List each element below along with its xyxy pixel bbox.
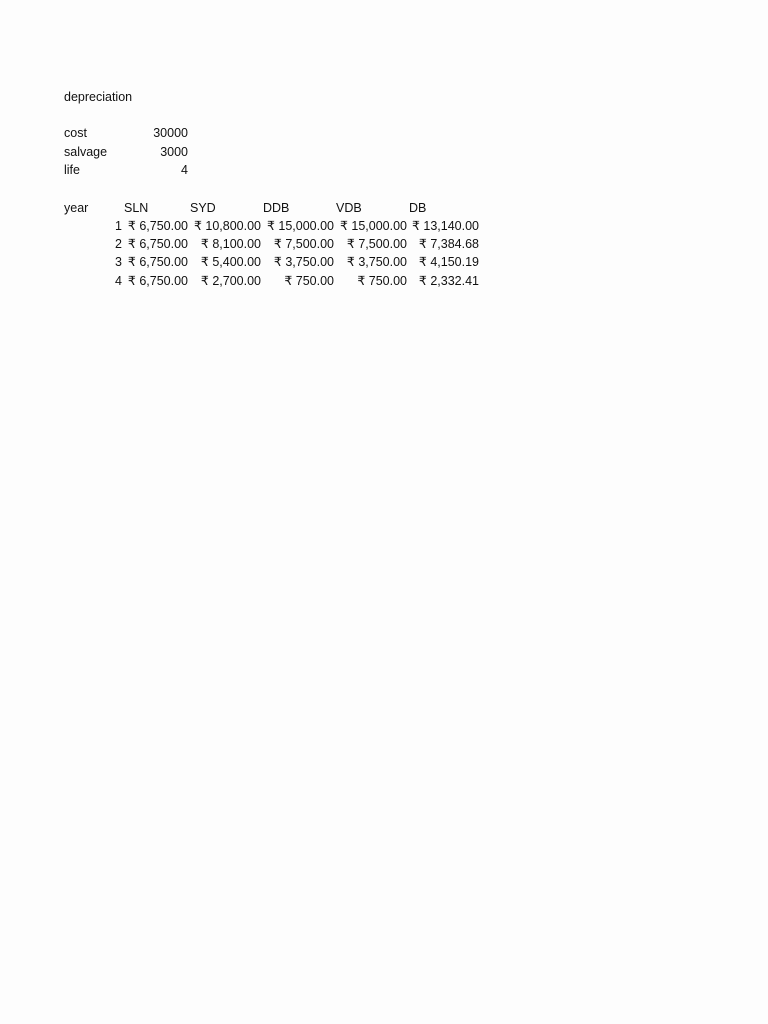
table-row-year: 4 [115, 274, 122, 288]
header-vdb: VDB [336, 201, 362, 215]
table-cell-vdb: ₹ 3,750.00 [346, 255, 407, 269]
table-cell-vdb: ₹ 750.00 [357, 274, 407, 288]
table-cell-db: ₹ 7,384.68 [418, 237, 479, 251]
header-syd: SYD [190, 201, 216, 215]
life-label: life [64, 163, 80, 177]
cost-value: 30000 [153, 126, 188, 140]
table-cell-ddb: ₹ 750.00 [284, 274, 334, 288]
table-row-year: 1 [115, 219, 122, 233]
table-cell-sln: ₹ 6,750.00 [127, 274, 188, 288]
table-cell-syd: ₹ 8,100.00 [200, 237, 261, 251]
table-cell-db: ₹ 13,140.00 [411, 219, 479, 233]
header-db: DB [409, 201, 427, 215]
cost-label: cost [64, 126, 87, 140]
table-cell-syd: ₹ 2,700.00 [200, 274, 261, 288]
salvage-label: salvage [64, 145, 108, 159]
table-row-year: 2 [115, 237, 122, 251]
header-ddb: DDB [263, 201, 290, 215]
table-cell-ddb: ₹ 3,750.00 [273, 255, 334, 269]
header-year: year [64, 201, 89, 215]
table-cell-vdb: ₹ 7,500.00 [346, 237, 407, 251]
table-cell-vdb: ₹ 15,000.00 [339, 219, 407, 233]
table-cell-ddb: ₹ 15,000.00 [266, 219, 334, 233]
salvage-value: 3000 [160, 145, 188, 159]
life-value: 4 [181, 163, 188, 177]
table-cell-sln: ₹ 6,750.00 [127, 219, 188, 233]
table-cell-syd: ₹ 10,800.00 [193, 219, 261, 233]
table-cell-sln: ₹ 6,750.00 [127, 237, 188, 251]
header-sln: SLN [124, 201, 149, 215]
sheet-title: depreciation [64, 90, 133, 104]
table-cell-db: ₹ 2,332.41 [418, 274, 479, 288]
table-cell-sln: ₹ 6,750.00 [127, 255, 188, 269]
table-row-year: 3 [115, 255, 122, 269]
table-cell-ddb: ₹ 7,500.00 [273, 237, 334, 251]
table-cell-db: ₹ 4,150.19 [418, 255, 479, 269]
table-cell-syd: ₹ 5,400.00 [200, 255, 261, 269]
